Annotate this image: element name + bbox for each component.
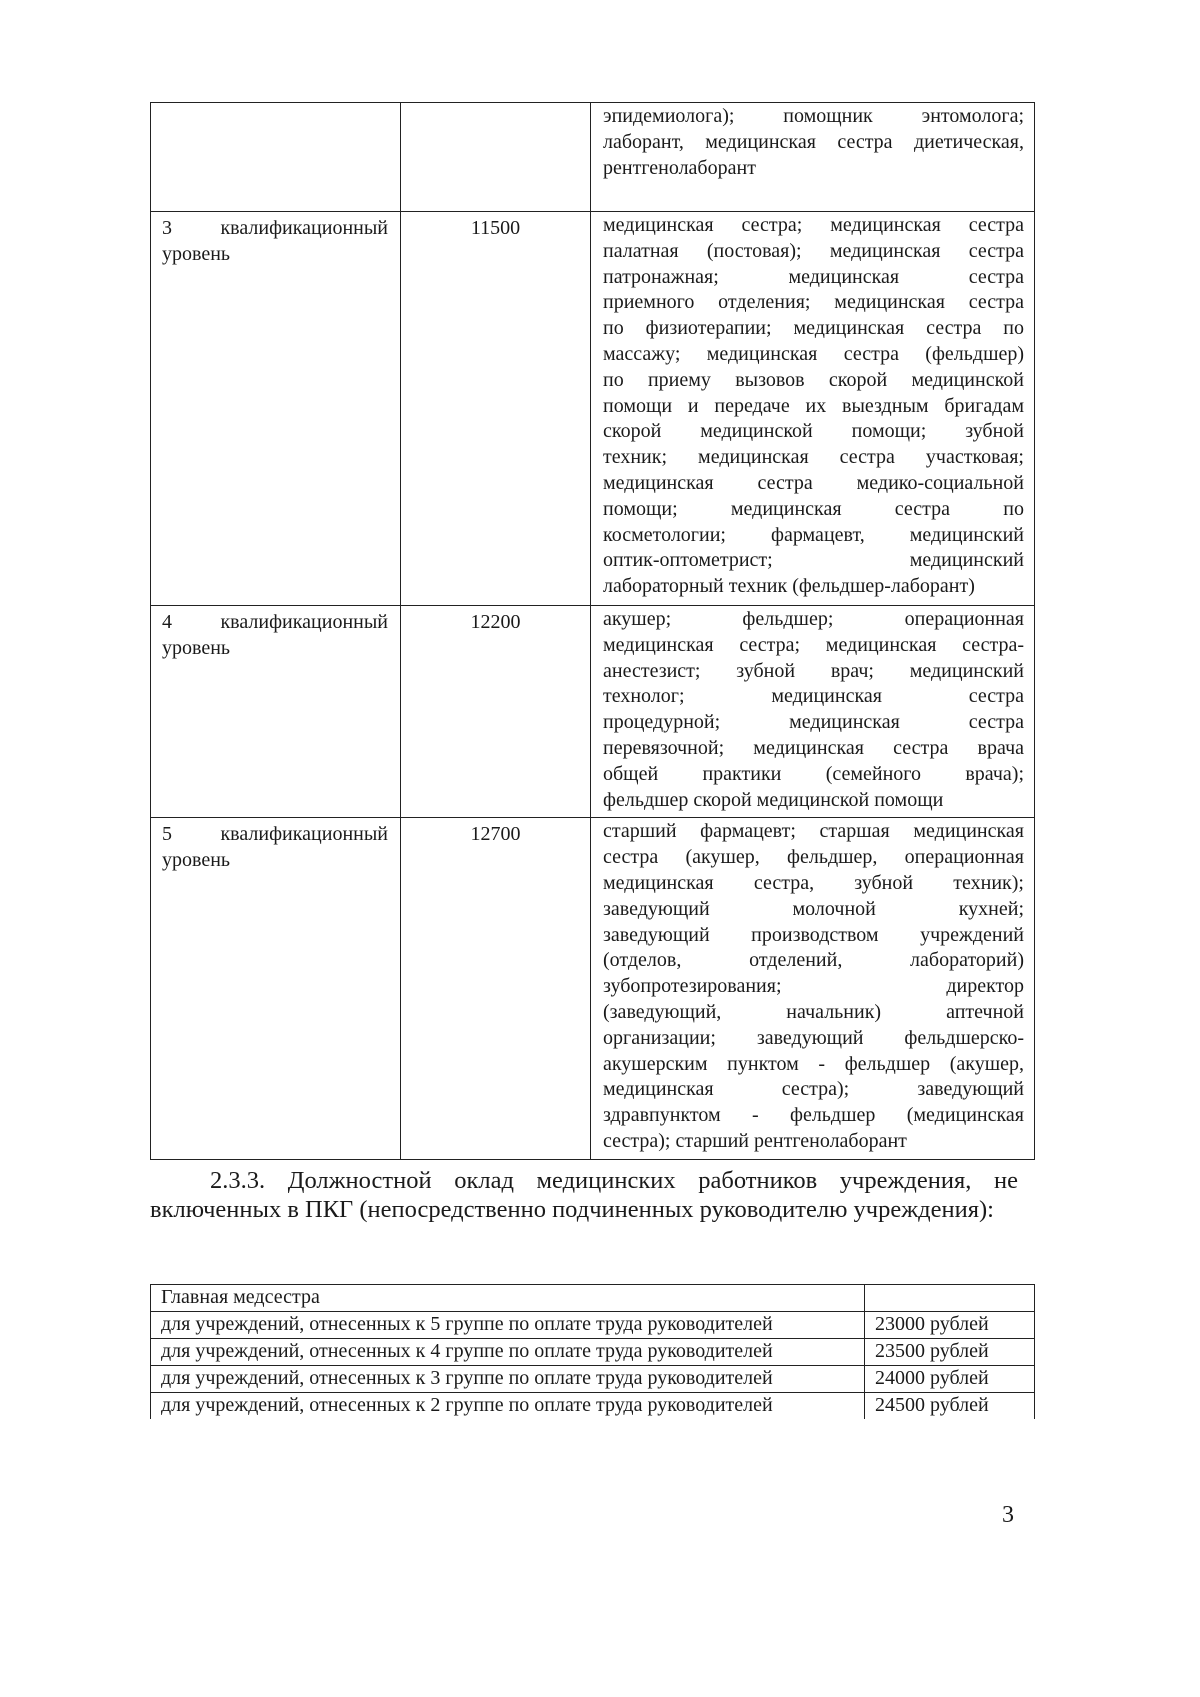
group-label: для учреждений, отнесенных к 2 группе по оплате труда руководителей xyxy=(151,1393,865,1420)
head-nurse-table xyxy=(150,1284,1035,1419)
group-label: для учреждений, отнесенных к 5 группе по оплате труда руководителей xyxy=(151,1312,865,1339)
position-line: медицинская сестра; медицинская сестра- xyxy=(603,633,1024,656)
level-word: квалификационный xyxy=(220,611,388,633)
empty-cell xyxy=(865,1285,1035,1312)
level-unit: уровень xyxy=(162,636,231,659)
table-row xyxy=(151,1366,1035,1393)
position-line: рентгенолаборант xyxy=(603,156,756,179)
level-cell xyxy=(151,818,401,1159)
position-line: сестра (акушер, фельдшер, операционная xyxy=(603,846,1024,869)
table-row xyxy=(151,212,1035,606)
level-unit: уровень xyxy=(162,849,231,872)
head-nurse-header: Главная медсестра xyxy=(151,1285,865,1312)
qualification-table xyxy=(150,102,1035,1160)
positions-cell xyxy=(591,103,1035,212)
table-row xyxy=(151,1393,1035,1420)
position-line: лабораторный техник (фельдшер-лаборант) xyxy=(603,575,975,598)
position-line: процедурной; медицинская сестра xyxy=(603,711,1024,734)
position-line: оптик-оптометрист; медицинский xyxy=(603,549,1024,572)
position-line: организации; заведующий фельдшерско- xyxy=(603,1026,1024,1049)
level-cell xyxy=(151,606,401,818)
page-number: 3 xyxy=(1002,1502,1014,1528)
position-line: акушер; фельдшер; операционная xyxy=(603,608,1024,630)
position-line: (заведующий, начальник) аптечной xyxy=(603,1000,1024,1023)
position-line: зубопротезирования; директор xyxy=(603,975,1024,998)
level-cell xyxy=(151,212,401,606)
position-line: медицинская сестра медико-социальной xyxy=(603,471,1024,494)
position-line: патронажная; медицинская сестра xyxy=(603,265,1024,288)
position-line: анестезист; зубной врач; медицинский xyxy=(603,659,1024,682)
salary-cell: 11500 xyxy=(401,212,591,606)
position-line: акушерским пунктом - фельдшер (акушер, xyxy=(603,1052,1024,1075)
position-line: медицинская сестра, зубной техник); xyxy=(603,871,1024,894)
table-row xyxy=(151,1339,1035,1366)
position-line: техник; медицинская сестра участковая; xyxy=(603,446,1024,469)
positions-cell xyxy=(591,818,1035,1159)
position-line: технолог; медицинская сестра xyxy=(603,685,1024,708)
position-line: приемного отделения; медицинская сестра xyxy=(603,291,1024,314)
position-line: палатная (постовая); медицинская сестра xyxy=(603,239,1024,262)
salary-value: 23000 рублей xyxy=(865,1312,1035,1339)
salary-cell: 12200 xyxy=(401,606,591,818)
level-word: квалификационный xyxy=(220,823,388,846)
position-line: массажу; медицинская сестра (фельдшер) xyxy=(603,342,1024,365)
position-line: перевязочной; медицинская сестра врача xyxy=(603,736,1024,759)
group-label: для учреждений, отнесенных к 4 группе по оплате труда руководителей xyxy=(151,1339,865,1366)
position-line: заведующий молочной кухней; xyxy=(603,897,1024,920)
salary-cell xyxy=(401,103,591,212)
position-line: фельдшер скорой медицинской помощи xyxy=(603,788,944,811)
position-line: по приему вызовов скорой медицинской xyxy=(603,368,1024,391)
level-number: 5 xyxy=(162,823,172,846)
positions-cell xyxy=(591,606,1035,818)
table-row xyxy=(151,103,1035,212)
level-number: 3 xyxy=(162,217,172,239)
position-line: медицинская сестра; медицинская сестра xyxy=(603,214,1024,236)
position-line: (отделов, отделений, лабораторий) xyxy=(603,949,1024,972)
level-word: квалификационный xyxy=(220,217,388,239)
position-line: лаборант, медицинская сестра диетическая, xyxy=(603,130,1024,153)
table-row xyxy=(151,606,1035,818)
positions-cell xyxy=(591,212,1035,606)
position-line: здравпунктом - фельдшер (медицинская xyxy=(603,1104,1024,1127)
salary-value: 24500 рублей xyxy=(865,1393,1035,1420)
position-line: по физиотерапии; медицинская сестра по xyxy=(603,317,1024,340)
paragraph-2-3-3: 2.3.3. Должностной оклад медицинских работников учреждения, не включенных в ПКГ (непосредственно подчиненных руководителю учреждения): xyxy=(150,1167,1018,1223)
salary-cell: 12700 xyxy=(401,818,591,1159)
position-line: медицинская сестра); заведующий xyxy=(603,1078,1024,1101)
table-row xyxy=(151,1312,1035,1339)
position-line: косметологии; фармацевт, медицинский xyxy=(603,523,1024,546)
position-line: старший фармацевт; старшая медицинская xyxy=(603,820,1024,843)
position-line: эпидемиолога); помощник энтомолога; xyxy=(603,105,1024,127)
level-unit: уровень xyxy=(162,242,231,265)
salary-value: 24000 рублей xyxy=(865,1366,1035,1393)
position-line: заведующий производством учреждений xyxy=(603,923,1024,946)
level-cell xyxy=(151,103,401,212)
position-line: общей практики (семейного врача); xyxy=(603,762,1024,785)
position-line: скорой медицинской помощи; зубной xyxy=(603,420,1024,443)
group-label: для учреждений, отнесенных к 3 группе по оплате труда руководителей xyxy=(151,1366,865,1393)
table-row xyxy=(151,818,1035,1159)
table-row xyxy=(151,1285,1035,1312)
position-line: сестра); старший рентгенолаборант xyxy=(603,1129,907,1152)
position-line: помощи; медицинская сестра по xyxy=(603,497,1024,520)
level-number: 4 xyxy=(162,611,172,633)
salary-value: 23500 рублей xyxy=(865,1339,1035,1366)
position-line: помощи и передаче их выездным бригадам xyxy=(603,394,1024,417)
